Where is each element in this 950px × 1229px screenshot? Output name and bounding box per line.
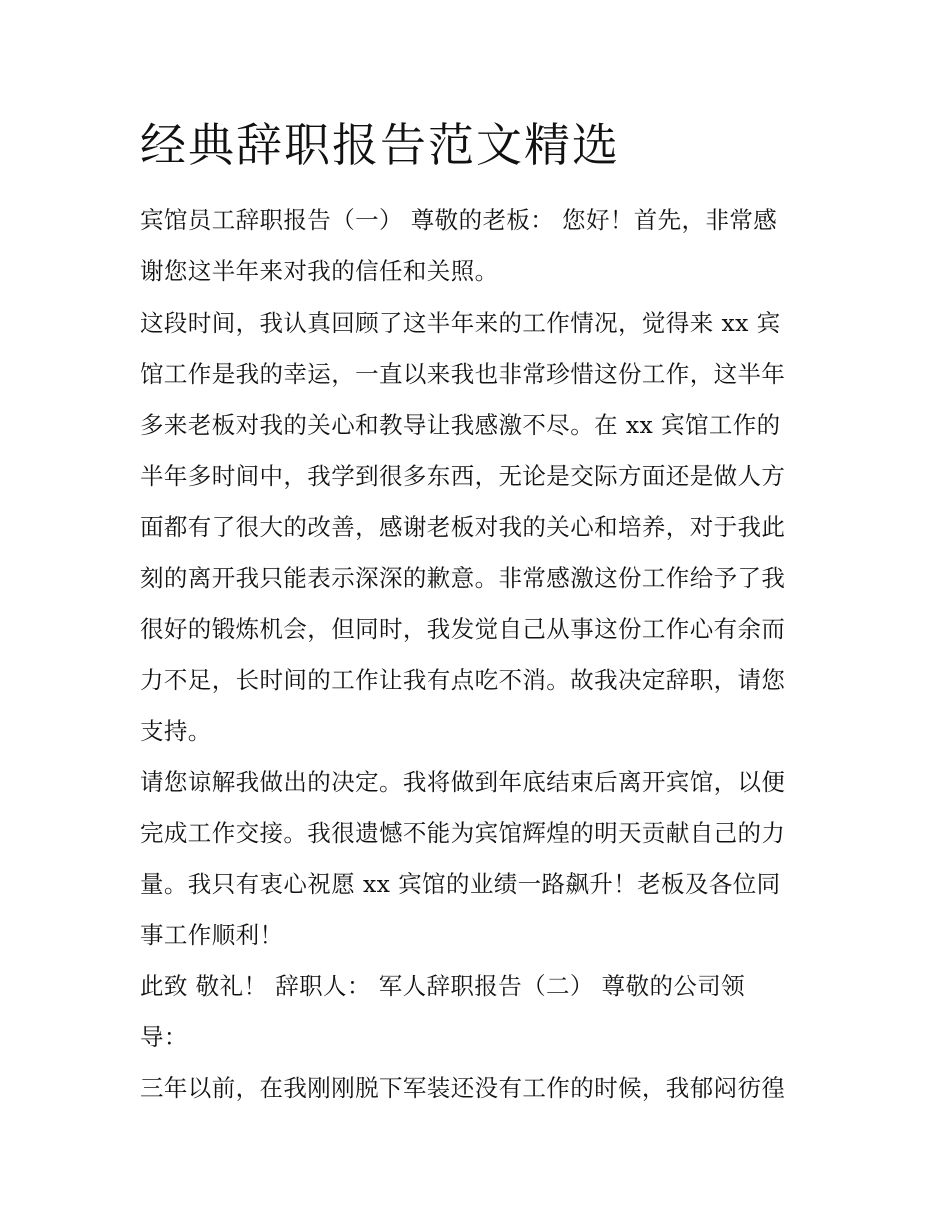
body-line-17: 导： (140, 1023, 188, 1051)
body-line-12: 请您谅解我做出的决定。我将做到年底结束后离开宾馆，以便 (140, 768, 786, 796)
body-line-1: 宾馆员工辞职报告（一） 尊敬的老板： 您好！首先，非常感 (140, 206, 778, 234)
body-line-9: 很好的锻炼机会，但同时，我发觉自己从事这份工作心有余而 (140, 615, 786, 643)
body-line-15: 事工作顺利！ (140, 921, 284, 949)
body-line-6: 半年多时间中，我学到很多东西，无论是交际方面还是做人方 (140, 462, 786, 490)
body-line-2: 谢您这半年来对我的信任和关照。 (140, 257, 499, 285)
body-line-13: 完成工作交接。我很遗憾不能为宾馆辉煌的明天贡献自己的力 (140, 819, 786, 847)
body-line-18: 三年以前，在我刚刚脱下军装还没有工作的时候，我郁闷彷徨 (140, 1074, 786, 1102)
body-line-5: 多来老板对我的关心和教导让我感激不尽。在 xx 宾馆工作的 (140, 411, 781, 439)
body-line-14: 量。我只有衷心祝愿 xx 宾馆的业绩一路飙升！老板及各位同 (140, 870, 781, 898)
body-line-8: 刻的离开我只能表示深深的歉意。非常感激这份工作给予了我 (140, 564, 786, 592)
body-line-3: 这段时间，我认真回顾了这半年来的工作情况，觉得来 xx 宾 (140, 309, 781, 337)
body-line-16: 此致 敬礼！ 辞职人： 军人辞职报告（二） 尊敬的公司领 (140, 972, 746, 1000)
body-line-4: 馆工作是我的幸运，一直以来我也非常珍惜这份工作，这半年 (140, 360, 786, 388)
document-title: 经典辞职报告范文精选 (140, 118, 620, 172)
body-line-11: 支持。 (140, 717, 212, 745)
body-line-10: 力不足，长时间的工作让我有点吃不消。故我决定辞职，请您 (140, 666, 786, 694)
body-line-7: 面都有了很大的改善，感谢老板对我的关心和培养，对于我此 (140, 513, 786, 541)
